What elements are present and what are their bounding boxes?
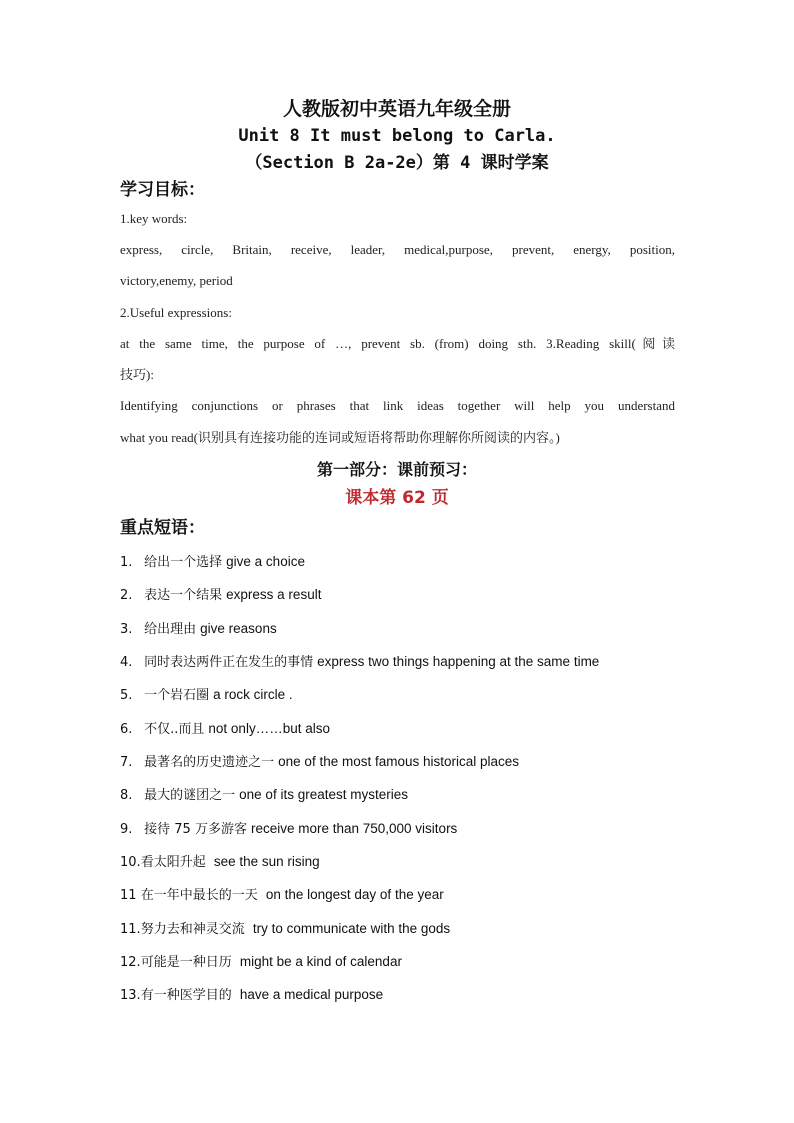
phrase-english: receive more than 750,000 visitors (250, 821, 458, 836)
phrase-chinese: 看太阳升起 (140, 855, 206, 870)
phrase-chinese: 最大的谜团之一 (144, 788, 236, 803)
phrase-chinese: 可能是一种日历 (140, 955, 232, 970)
phrase-english: might be a kind of calendar (239, 954, 402, 969)
phrase-chinese: 接待 75 万多游客 (144, 822, 247, 837)
phrase-chinese: 给出一个选择 (144, 555, 223, 570)
phrase-item (120, 652, 599, 673)
key-phrases-heading: 重点短语： (120, 518, 205, 538)
phrase-english: express a result (226, 587, 322, 602)
phrase-number: 11 (120, 888, 137, 903)
phrase-chinese: 在一年中最长的一天 (140, 888, 258, 903)
objectives-heading: 学习目标： (120, 180, 205, 200)
phrase-number: 10. (120, 855, 141, 870)
phrase-number: 8. (120, 788, 133, 803)
phrase-item (120, 685, 293, 706)
phrase-item (120, 619, 277, 640)
phrase-chinese: 同时表达两件正在发生的事情 (144, 655, 314, 670)
phrase-english: try to communicate with the gods (252, 921, 451, 936)
phrase-item (120, 785, 408, 806)
expressions-label: 2.Useful expressions: (120, 305, 232, 320)
phrase-english: a rock circle . (213, 687, 293, 702)
phrase-number: 6. (120, 722, 133, 737)
phrase-english: express two things happening at the same time (317, 654, 600, 669)
phrase-number: 2. (120, 588, 133, 603)
key-words-line-1: express, circle, Britain, receive, leader, medical,purpose, prevent, energy, position, (120, 242, 675, 257)
phrase-chinese: 表达一个结果 (144, 588, 223, 603)
unit-title: Unit 8 It must belong to Carla. (238, 126, 556, 146)
phrase-english: give reasons (200, 621, 277, 636)
phrase-chinese: 最著名的历史遗迹之一 (144, 755, 275, 770)
phrase-item (120, 585, 321, 606)
part-one-title: 第一部分：课前预习： (316, 460, 477, 479)
phrase-chinese: 一个岩石圈 (144, 688, 210, 703)
textbook-page-reference: 课本第 62 页 (345, 488, 449, 508)
phrase-item (120, 852, 320, 873)
phrase-number: 5. (120, 688, 133, 703)
phrase-english: on the longest day of the year (265, 887, 444, 902)
phrase-number: 11. (120, 922, 141, 937)
phrase-number: 12. (120, 955, 141, 970)
key-words-label: 1.key words: (120, 211, 188, 226)
phrase-english: give a choice (226, 554, 305, 569)
document-title: 人教版初中英语九年级全册 (282, 98, 511, 120)
key-words-line-2: victory,enemy, period (120, 273, 233, 288)
phrase-item (120, 752, 519, 773)
phrase-chinese: 努力去和神灵交流 (140, 922, 245, 937)
phrase-item (120, 885, 444, 906)
reading-skill-line-2: what you read(识别具有连接功能的连词或短语将帮助你理解你所阅读的内容。) (120, 430, 560, 445)
phrase-number: 3. (120, 622, 133, 637)
phrase-chinese: 有一种医学目的 (140, 988, 232, 1003)
phrase-number: 13. (120, 988, 141, 1003)
expressions-line-1: at the same time, the purpose of …, prevent sb. (from) doing sth. 3.Reading skill(阅读 (120, 336, 675, 351)
phrase-english: have a medical purpose (239, 987, 384, 1002)
phrase-item (120, 919, 450, 940)
phrase-english: see the sun rising (213, 854, 320, 869)
phrase-number: 1. (120, 555, 133, 570)
phrase-item (120, 985, 383, 1006)
phrase-number: 9. (120, 822, 133, 837)
phrase-item (120, 719, 330, 740)
phrase-english: one of its greatest mysteries (239, 787, 408, 802)
phrase-chinese: 不仅..而且 (144, 722, 205, 737)
section-title: （Section B 2a-2e）第 4 课时学案 (245, 153, 549, 173)
phrase-english: not only……but also (208, 721, 330, 736)
phrase-item (120, 552, 305, 573)
expressions-line-2: 技巧): (120, 367, 154, 382)
phrase-item (120, 819, 457, 840)
reading-skill-line-1: Identifying conjunctions or phrases that link ideas together will help you understand (120, 398, 675, 413)
phrase-english: one of the most famous historical places (278, 754, 520, 769)
phrase-number: 7. (120, 755, 133, 770)
phrase-number: 4. (120, 655, 133, 670)
phrase-chinese: 给出理由 (144, 622, 197, 637)
phrase-item (120, 952, 402, 973)
